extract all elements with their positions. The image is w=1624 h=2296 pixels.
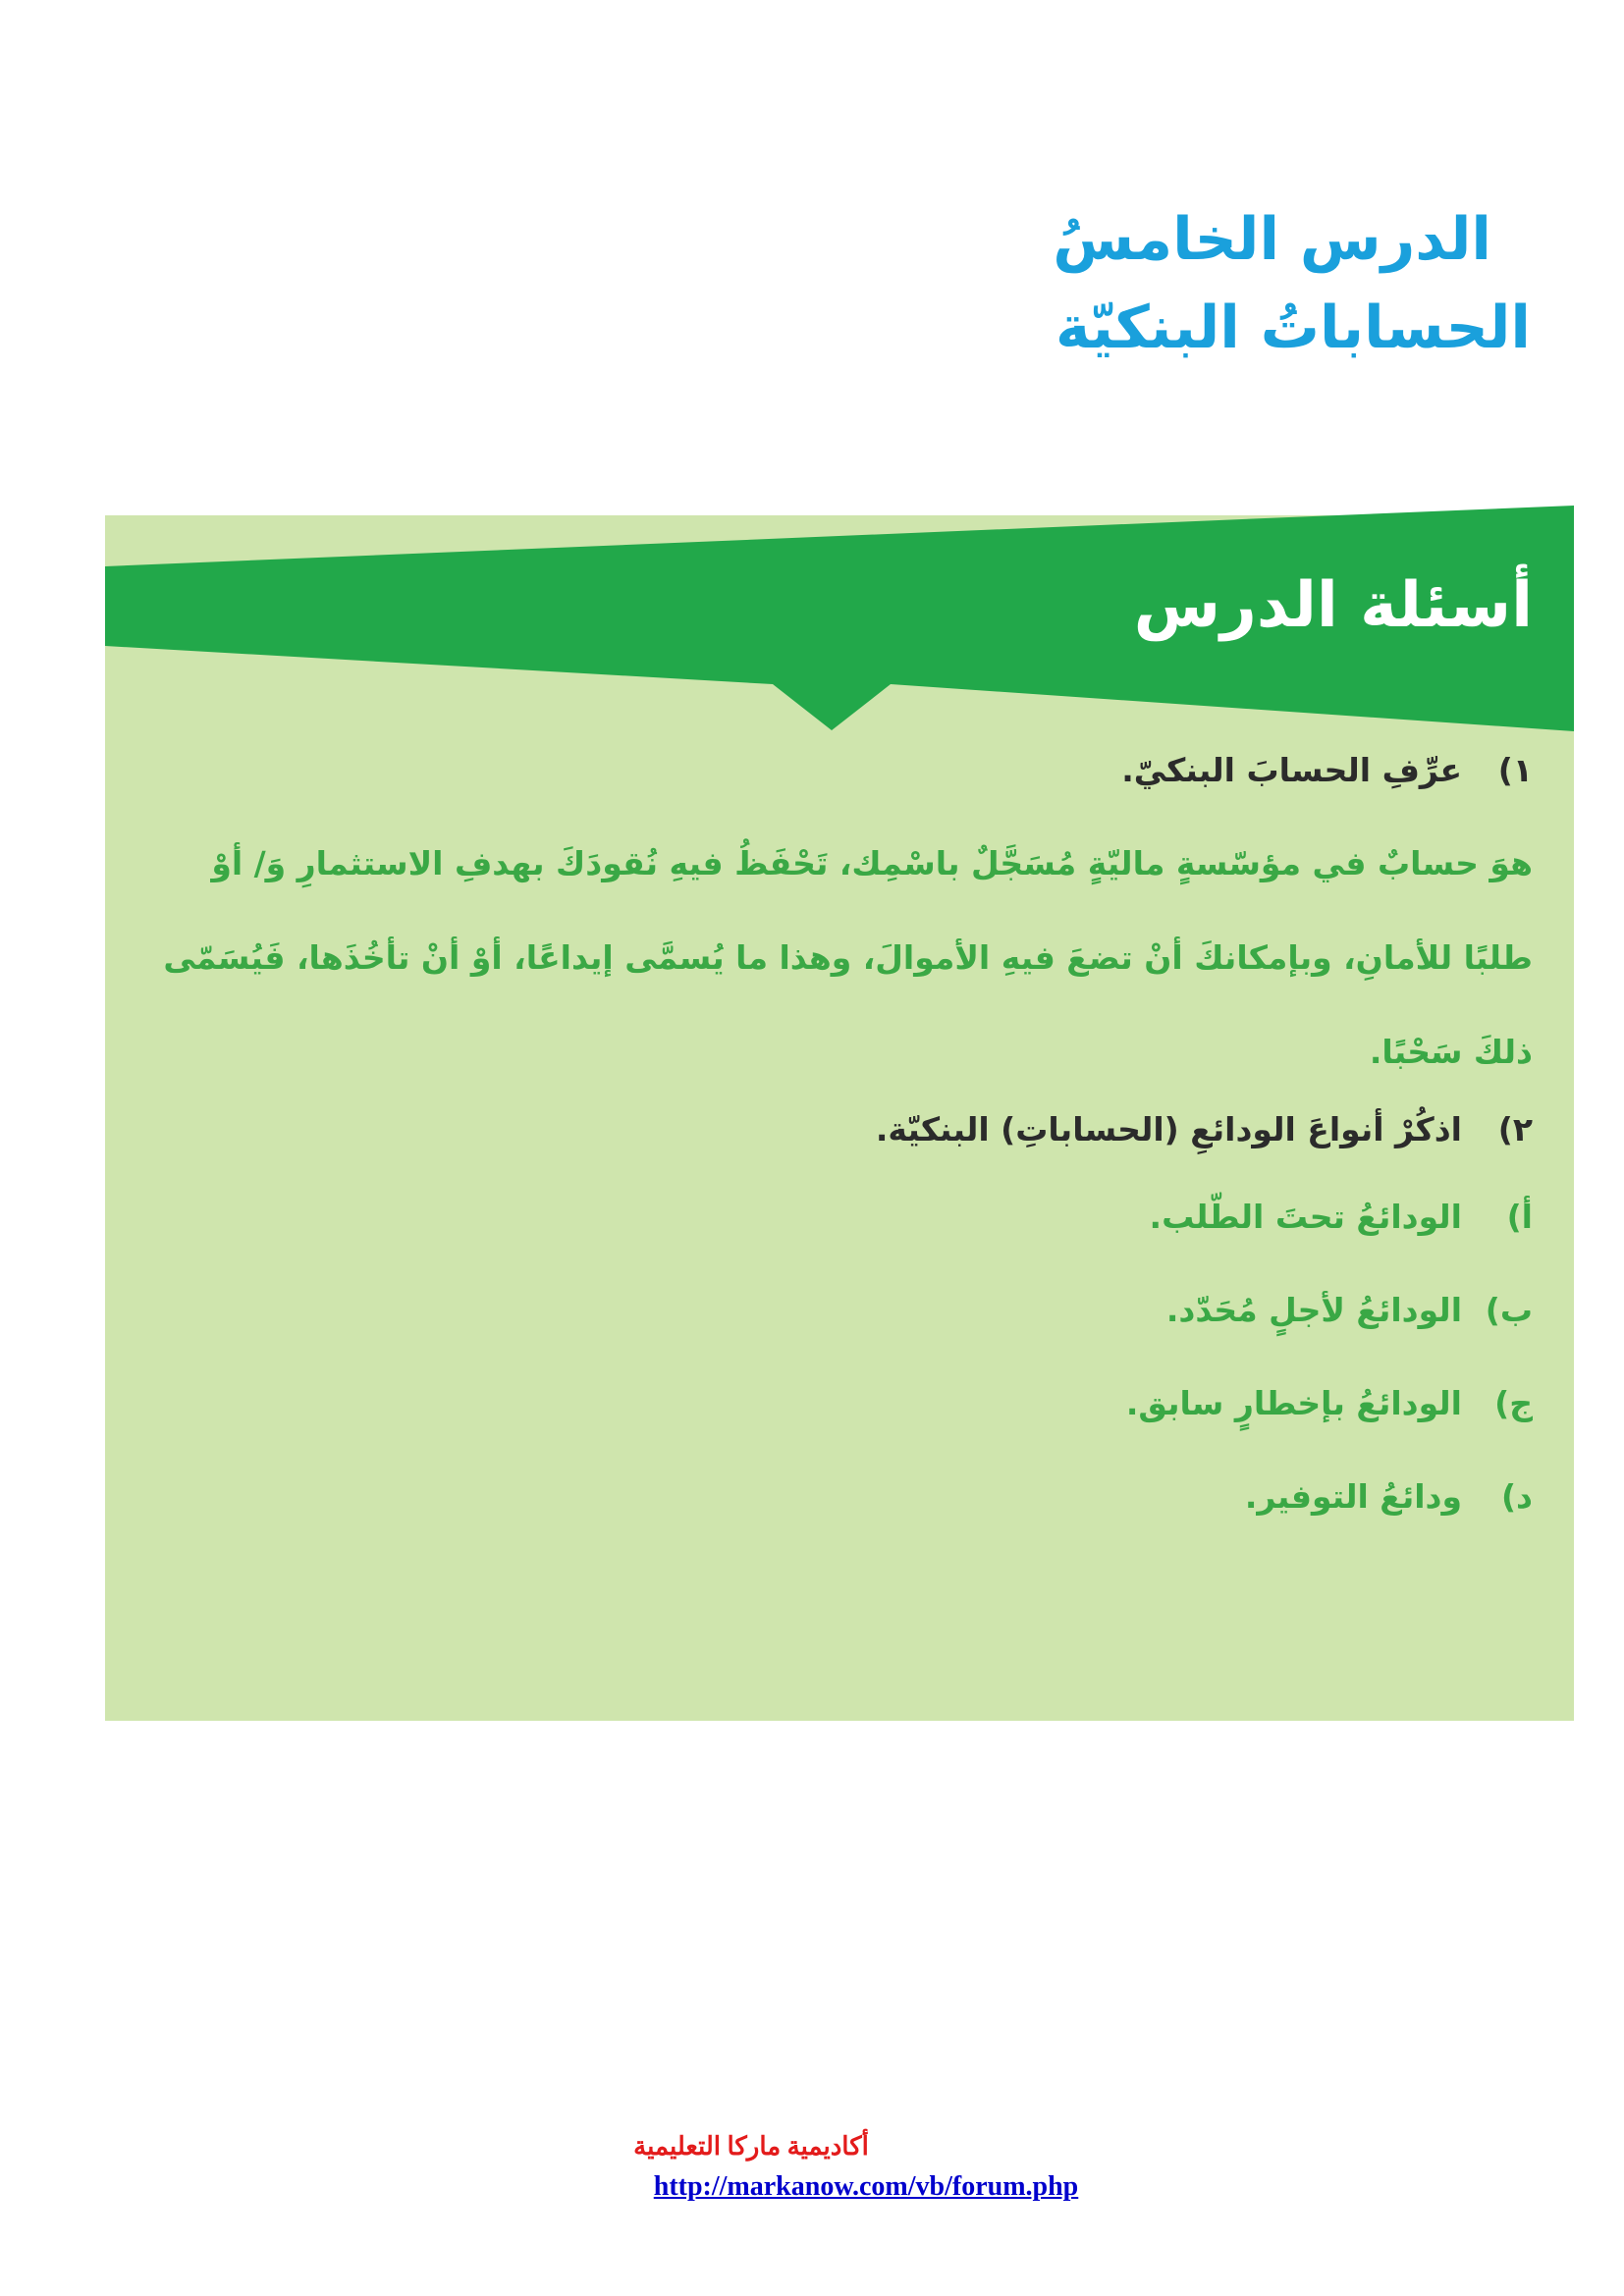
lesson-title: الحساباتُ البنكيّة: [1055, 294, 1531, 362]
question-1: [138, 746, 1533, 795]
question-2-number: ٢): [1497, 1110, 1533, 1148]
list-item-letter: د): [1500, 1477, 1533, 1516]
lesson-number-title: الدرس الخامسُ: [1053, 205, 1491, 274]
list-item: [138, 1357, 1533, 1450]
list-item: [138, 1263, 1533, 1357]
list-item-letter: ب): [1485, 1291, 1533, 1329]
list-item-letter: ج): [1494, 1384, 1533, 1422]
question-2: [138, 1105, 1533, 1154]
question-1-text: عرِّفِ الحسابَ البنكيّ.: [1121, 751, 1462, 789]
questions-heading: أسئلة الدرس: [1133, 569, 1533, 642]
list-item-text: الودائعُ بإخطارٍ سابق.: [1125, 1384, 1462, 1422]
question-2-answer-list: [138, 1170, 1533, 1543]
page-footer: [0, 2132, 1624, 2203]
question-2-text: اذكُرْ أنواعَ الودائعِ (الحساباتِ) البنكيّة.: [875, 1110, 1462, 1148]
footer-academy-name: أكاديمية ماركا التعليمية: [633, 2132, 869, 2161]
question-1-answer: هوَ حسابٌ في مؤسّسةٍ ماليّةٍ مُسَجَّلٌ باسْمِك، تَحْفَظُ فيهِ نُقودَكَ بهدفِ الاستثمارِ وَ/ أوْ طلبًا للأمانِ، وبإمكانكَ أنْ تضعَ فيهِ الأموالَ، وهذا ما يُسمَّى إيداعًا، أوْ أنْ تأخُذَها، فَيُسَمّى ذلكَ سَحْبًا.: [163, 844, 1533, 1071]
list-item-text: الودائعُ تحتَ الطّلب.: [1149, 1198, 1462, 1236]
list-item: [138, 1170, 1533, 1263]
list-item: [138, 1450, 1533, 1543]
lesson-heading: [843, 196, 1531, 373]
list-item-text: الودائعُ لأجلٍ مُحَدّد.: [1165, 1291, 1462, 1329]
list-item-text: ودائعُ التوفير.: [1244, 1477, 1462, 1516]
list-item-letter: أ): [1506, 1198, 1533, 1236]
footer-forum-link[interactable]: http://markanow.com/vb/forum.php: [653, 2171, 1079, 2202]
lesson-questions-box: [105, 506, 1574, 1721]
questions-content: [138, 746, 1533, 1543]
question-1-number: ١): [1497, 751, 1533, 789]
